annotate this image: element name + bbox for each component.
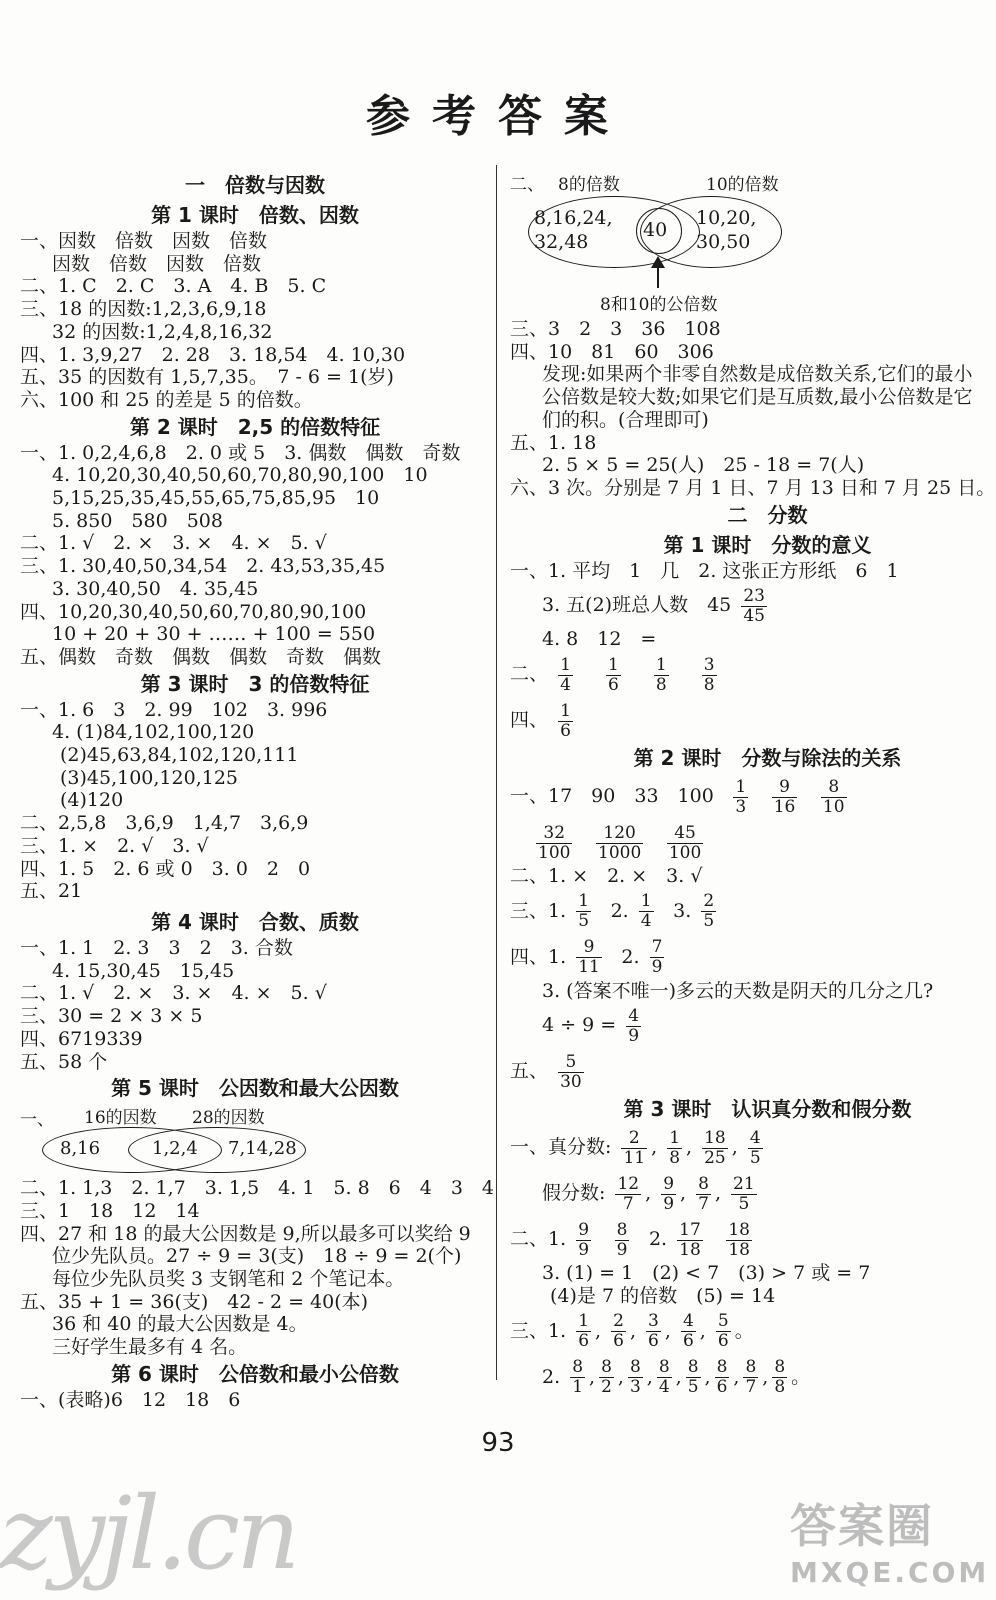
fraction: $\frac{9}{9}$: [578, 1219, 590, 1260]
venn-only-b-2: 30,50: [696, 231, 751, 253]
answer-text: 二、1.: [510, 1228, 567, 1251]
answer-line: 10 + 20 + 30 + …… + 100 = 550: [52, 623, 376, 646]
answer-line-fraction: 三、1. $\frac{1}{6}$ , $\frac{2}{6}$ , $\frac{3}{6}$ , $\frac{4}{6}$ , $\frac{5}{6}$ 。: [510, 1311, 754, 1352]
answer-line: 三、30 = 2 × 3 × 5: [20, 1005, 203, 1028]
answer-line: 一、1. 平均 1 几 2. 这张正方形纸 6 1: [510, 559, 899, 582]
answer-line: 四、27 和 18 的最大公因数是 9,所以最多可以奖给 9: [20, 1222, 471, 1245]
answer-text: 三、: [510, 899, 549, 922]
venn-both: 40: [643, 219, 668, 241]
answer-line: 4. 15,30,45 15,45: [52, 959, 235, 982]
fraction: $\frac{1}{3}$: [735, 776, 747, 817]
answer-line: 三、18 的因数:1,2,3,6,9,18: [20, 298, 267, 321]
fraction: $\frac{120}{1000}$: [598, 822, 642, 863]
fraction: $\frac{8}{8}$: [774, 1357, 786, 1398]
fraction: $\frac{8}{10}$: [822, 776, 845, 817]
answer-line: 四、10,20,30,40,50,60,70,80,90,100: [20, 600, 367, 623]
answer-line: 5. 850 580 508: [52, 509, 223, 532]
answer-text: 1.: [548, 899, 567, 922]
fraction: $\frac{4}{9}$: [628, 1005, 640, 1046]
venn-label-b: 28的因数: [192, 1108, 265, 1129]
fraction: $\frac{8}{3}$: [629, 1357, 641, 1398]
answer-line: 二、1. × 2. × 3. √: [510, 865, 703, 888]
unit2-title: 二 分数: [727, 502, 808, 527]
left-column: [20, 170, 495, 1412]
answer-text: 一、真分数:: [510, 1136, 612, 1159]
venn-only-a-2: 32,48: [534, 231, 589, 253]
answer-line: (4)120: [60, 789, 124, 812]
answer-line: 三好学生最多有 4 名。: [52, 1336, 248, 1359]
answer-line: 36 和 40 的最大公因数是 4。: [52, 1313, 308, 1336]
fraction: $\frac{8}{9}$: [616, 1219, 628, 1260]
venn-prefix: 二、: [510, 175, 544, 195]
answer-line-fraction: 一、真分数: $\frac{2}{11}$ , $\frac{1}{8}$ , $\frac{18}{25}$ , $\frac{4}{5}$: [510, 1127, 761, 1168]
venn-label-a: 16的因数: [84, 1108, 157, 1129]
answer-line: 位少先队员。27 ÷ 9 = 3(支) 18 ÷ 9 = 2(个): [52, 1245, 462, 1268]
answer-paragraph: 发现:如果两个非零自然数是成倍数关系,它们的最小公倍数是较大数;如果它们是互质数,最小公倍数是它们的积。(合理即可): [542, 363, 973, 431]
answer-line: 4. 8 12 =: [542, 628, 657, 651]
fraction: $\frac{1}{6}$: [607, 654, 619, 695]
answer-line-fraction: [510, 582, 985, 628]
fraction: $\frac{1}{8}$: [669, 1127, 681, 1168]
fraction: $\frac{8}{7}$: [698, 1173, 709, 1214]
answer-text: 五、: [510, 1060, 549, 1083]
answer-line-fraction: [510, 1216, 985, 1262]
answer-text: 二、: [510, 663, 549, 686]
fraction: $\frac{8}{1}$: [572, 1357, 584, 1398]
watermark-right-bottom: MXQE.COM: [790, 1556, 990, 1589]
fraction: $\frac{8}{7}$: [745, 1357, 757, 1398]
answer-text: 2.: [610, 899, 629, 922]
answer-line: 六、100 和 25 的差是 5 的倍数。: [20, 388, 313, 411]
fraction: $\frac{5}{6}$: [717, 1311, 729, 1352]
answer-line: 三、3 2 3 36 108: [510, 318, 721, 340]
answer-text: 四、: [510, 945, 549, 968]
fraction: $\frac{8}{5}$: [687, 1357, 699, 1398]
answer-line: 四、6719339: [20, 1027, 143, 1050]
answer-line: 一、1. 6 3 2. 99 102 3. 996: [20, 698, 328, 721]
venn-only-b: 10,20,: [696, 207, 757, 229]
answer-line: 一、因数 倍数 因数 倍数: [20, 230, 268, 252]
fraction: $\frac{9}{9}$: [663, 1173, 675, 1214]
venn-arrow-line: [657, 266, 659, 288]
lesson2-title: 第 2 课时 2,5 的倍数特征: [129, 414, 381, 439]
answer-line: 四、1. 5 2. 6 或 0 3. 0 2 0: [20, 857, 311, 880]
fraction: $\frac{4}{5}$: [749, 1127, 761, 1168]
venn-only-b: 7,14,28: [228, 1138, 297, 1160]
answer-line: 一、(表略)6 12 18 6: [20, 1388, 241, 1411]
answer-line: 三、1 18 12 14: [20, 1199, 200, 1222]
venn-caption: 8和10的公倍数: [600, 295, 718, 315]
fraction: $\frac{23}{45}$: [743, 585, 765, 626]
fraction: $\frac{32}{100}$: [538, 822, 571, 863]
lesson1-title: 第 1 课时 倍数、因数: [151, 203, 359, 227]
answer-line: 二、1. 1,3 2. 1,7 3. 1,5 4. 1 5. 8 6 4 3 4: [20, 1177, 495, 1200]
answer-line: 三、1. 30,40,50,34,54 2. 43,53,35,45: [20, 555, 386, 578]
answer-line: 五、35 的因数有 1,5,7,35。 7 - 6 = 1(岁): [20, 366, 394, 389]
answer-line: 二、2,5,8 3,6,9 1,4,7 3,6,9: [20, 812, 309, 835]
fraction: $\frac{1}{4}$: [560, 654, 571, 695]
answer-line: 3. 30,40,50 4. 35,45: [52, 577, 259, 600]
answer-line-fraction: 2. $\frac{8}{1}$ , $\frac{8}{2}$ , $\frac{8}{3}$ , $\frac{8}{4}$ , $\frac{8}{5}$ , $\frac{8}{6}$ , $\frac{8}{7}$ , $\frac{8}{8}$ 。: [542, 1357, 811, 1398]
venn-label-a: 8的倍数: [558, 175, 620, 195]
answer-line: 四、10 81 60 306: [510, 340, 714, 363]
lesson5-title: 第 5 课时 公因数和最大公因数: [111, 1076, 399, 1101]
venn-label-b: 10的倍数: [706, 175, 779, 195]
answer-line: 五、1. 18: [510, 431, 597, 454]
answer-line: 二、1. √ 2. × 3. × 4. × 5. √: [20, 982, 327, 1005]
fraction: $\frac{18}{25}$: [704, 1127, 726, 1168]
venn-both: 1,2,4: [152, 1138, 198, 1160]
fraction: $\frac{18}{18}$: [728, 1219, 750, 1260]
fraction: $\frac{12}{7}$: [617, 1173, 640, 1214]
fraction: $\frac{9}{16}$: [773, 776, 796, 817]
answer-text: 2.: [542, 1365, 561, 1388]
answer-line-fraction: [510, 651, 985, 697]
lesson4-title: 第 4 课时 合数、质数: [151, 909, 359, 934]
answer-line: 4. 10,20,30,40,50,60,70,80,90,100 10: [52, 464, 428, 487]
lesson3-title: 第 3 课时 3 的倍数特征: [140, 671, 370, 696]
fraction: $\frac{3}{8}$: [703, 654, 715, 695]
fraction: $\frac{2}{6}$: [613, 1311, 624, 1352]
answer-line: 因数 倍数 因数 倍数: [52, 252, 262, 275]
answer-text: 三、1.: [510, 1319, 567, 1342]
answer-line: 32 的因数:1,2,4,8,16,32: [52, 320, 273, 343]
answer-line: 二、1. C 2. C 3. A 4. B 5. C: [20, 275, 327, 298]
fraction: $\frac{8}{2}$: [601, 1357, 612, 1398]
answer-line-fraction: [510, 697, 985, 743]
answer-text: 3.: [673, 899, 692, 922]
factor-venn-diagram: [20, 1103, 490, 1177]
answer-line-fraction: [510, 888, 985, 934]
answer-line: 2. 5 × 5 = 25(人) 25 - 18 = 7(人): [542, 454, 865, 477]
fraction: $\frac{7}{9}$: [651, 937, 663, 978]
right-column: [510, 170, 996, 1400]
fraction: $\frac{1}{6}$: [578, 1311, 590, 1352]
venn-arrow-head: [651, 256, 665, 268]
answer-text: 2.: [621, 945, 640, 968]
answer-line-fraction: [510, 819, 985, 865]
fraction: $\frac{2}{5}$: [703, 891, 715, 932]
answer-line: 六、3 次。分别是 7 月 1 日、7 月 13 日和 7 月 25 日。: [510, 476, 996, 499]
page-title: 参考答案: [366, 91, 630, 142]
answer-line-fraction: [510, 1048, 985, 1094]
fraction: $\frac{8}{6}$: [716, 1357, 728, 1398]
fraction: $\frac{9}{11}$: [578, 937, 600, 978]
watermark-right: [790, 1490, 990, 1589]
fraction: $\frac{21}{5}$: [733, 1173, 755, 1214]
multiple-venn-diagram: [510, 170, 985, 318]
fraction: $\frac{4}{6}$: [682, 1311, 694, 1352]
venn-only-a: 8,16: [60, 1138, 101, 1160]
fraction: $\frac{1}{8}$: [655, 654, 667, 695]
fraction: $\frac{1}{5}$: [578, 891, 590, 932]
answer-line: 一、1. 1 2. 3 3 2 3. 合数: [20, 936, 293, 959]
answer-line-fraction: [510, 934, 985, 980]
fraction-lesson3-title: 第 3 课时 认识真分数和假分数: [623, 1097, 912, 1122]
column-divider: [496, 165, 497, 1380]
fraction: $\frac{17}{18}$: [679, 1219, 701, 1260]
answer-line: 4. (1)84,102,100,120: [52, 721, 255, 744]
fraction-lesson1-title: 第 1 课时 分数的意义: [663, 532, 872, 557]
answer-line: 5,15,25,35,45,55,65,75,85,95 10: [52, 487, 380, 510]
answer-line: (2)45,63,84,102,120,111: [60, 744, 299, 767]
answer-line: 3. (1) = 1 (2) < 7 (3) > 7 或 = 7: [542, 1262, 871, 1285]
answer-text: 1.: [548, 945, 567, 968]
answer-line: 三、1. × 2. √ 3. √: [20, 834, 209, 857]
answer-line: 3. (答案不唯一)多云的天数是阴天的几分之几?: [542, 979, 934, 1002]
answer-text: 4 ÷ 9 =: [542, 1014, 617, 1037]
lesson6-title: 第 6 课时 公倍数和最小公倍数: [111, 1361, 399, 1386]
answer-text: 一、17 90 33 100: [510, 785, 714, 808]
fraction: $\frac{1}{4}$: [640, 891, 652, 932]
answer-line: (3)45,100,120,125: [60, 766, 239, 789]
fraction: $\frac{5}{30}$: [560, 1051, 582, 1092]
answer-line: 五、35 + 1 = 36(支) 42 - 2 = 40(本): [20, 1290, 369, 1313]
watermark-right-top: 答案圈: [790, 1499, 934, 1553]
fraction: $\frac{45}{100}$: [668, 822, 702, 863]
answer-line: 五、21: [20, 880, 83, 903]
answer-line-fraction: 假分数: $\frac{12}{7}$ , $\frac{9}{9}$ , $\frac{8}{7}$ , $\frac{21}{5}$: [542, 1173, 755, 1214]
answer-line: 二、1. √ 2. × 3. × 4. × 5. √: [20, 532, 327, 555]
fraction: $\frac{1}{6}$: [560, 700, 571, 741]
venn-only-a: 8,16,24,: [534, 207, 613, 229]
answer-text: 四、: [510, 709, 549, 732]
fraction: $\frac{8}{4}$: [658, 1357, 670, 1398]
unit1-title: 一 倍数与因数: [185, 173, 325, 197]
answer-line: 五、58 个: [20, 1050, 108, 1073]
venn-prefix: 一、: [20, 1110, 54, 1131]
answer-line: 五、偶数 奇数 偶数 偶数 奇数 偶数: [20, 645, 382, 668]
answer-line: (4)是 7 的倍数 (5) = 14: [550, 1285, 776, 1308]
answer-line: 四、1. 3,9,27 2. 28 3. 18,54 4. 10,30: [20, 343, 406, 366]
fraction-lesson2-title: 第 2 课时 分数与除法的关系: [633, 746, 902, 771]
answer-line: 每位少先队员奖 3 支钢笔和 2 个笔记本。: [52, 1268, 405, 1291]
answer-line-fraction: [510, 773, 985, 819]
answer-line: 一、1. 0,2,4,6,8 2. 0 或 5 3. 偶数 偶数 奇数: [20, 441, 461, 464]
answer-text: 2.: [648, 1228, 668, 1251]
fraction: $\frac{2}{11}$: [623, 1127, 646, 1168]
watermark-left: zyjl.cn: [0, 1475, 297, 1592]
answer-line-fraction: [510, 1002, 985, 1048]
page-number: 93: [481, 1428, 515, 1458]
fraction: $\frac{3}{6}$: [648, 1311, 659, 1352]
answer-text: 假分数:: [542, 1182, 606, 1205]
answer-text: 3. 五(2)班总人数 45: [542, 594, 732, 617]
